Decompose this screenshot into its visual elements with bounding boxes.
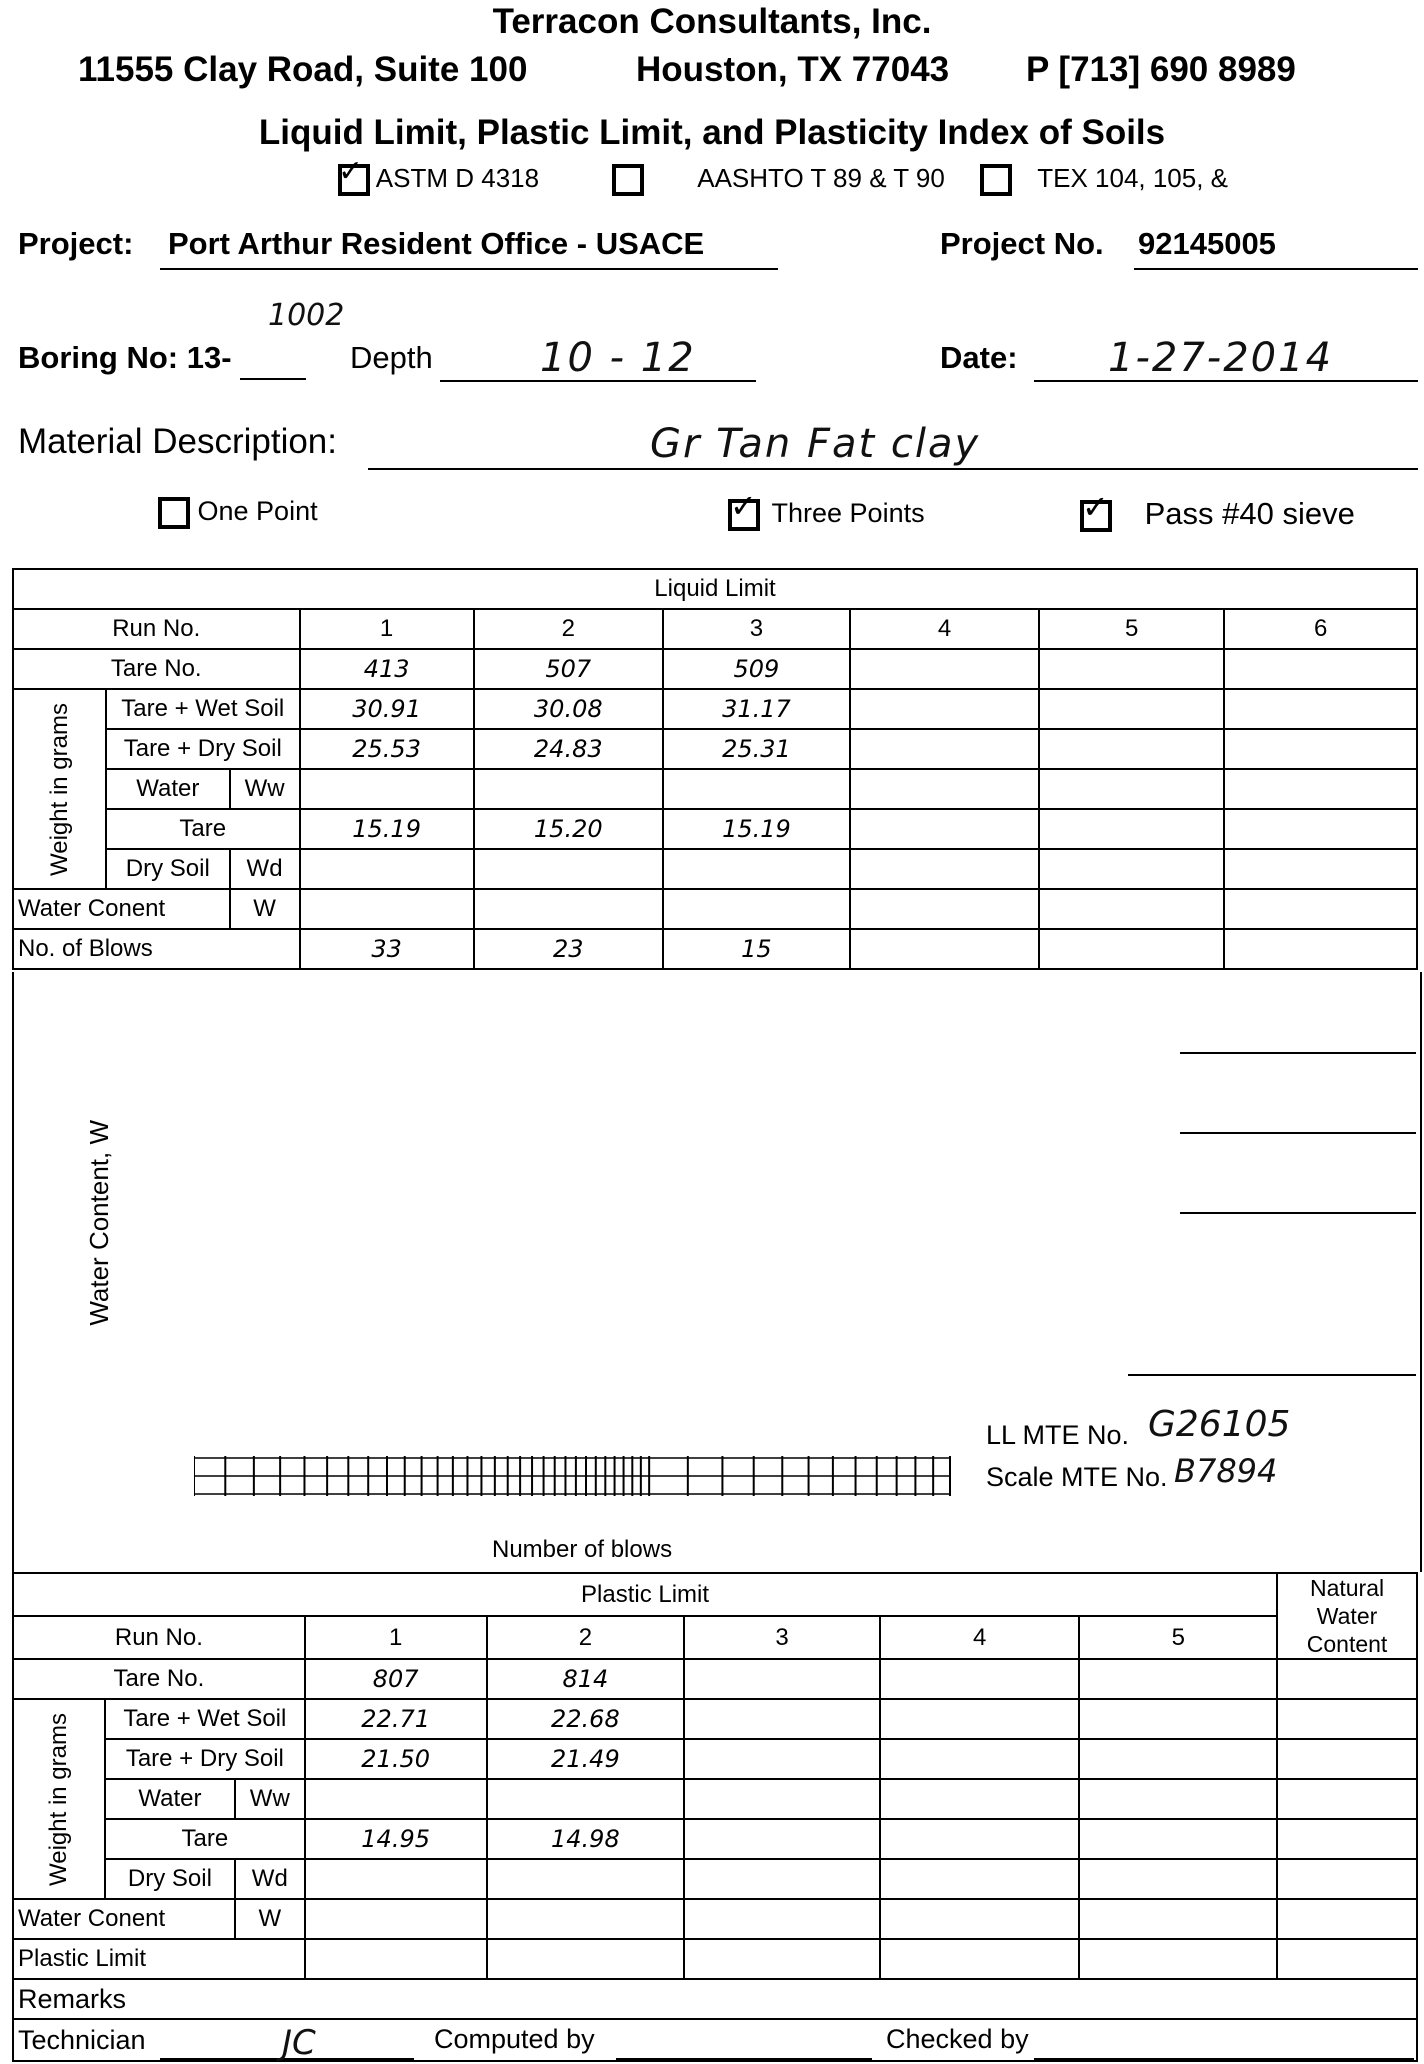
project-label: Project: [18,226,134,261]
pl-dry-cell[interactable] [880,1739,1080,1779]
pl-pl-cell[interactable] [305,1939,487,1979]
ll-tare-cell[interactable]: 15.19 [300,809,474,849]
ll-dry-cell[interactable]: 25.31 [663,729,850,769]
technician-label: Technician [18,2024,146,2055]
date-field[interactable]: 1-27-2014 [1034,336,1418,382]
checked-field[interactable] [1034,2028,1414,2060]
ll-blows-label: No. of Blows [13,929,300,969]
ll-wc-cell[interactable] [1039,889,1224,929]
pl-tare-label: Tare [105,1819,305,1859]
project-no-label: Project No. [940,226,1104,261]
ll-drysoil-cell[interactable] [850,849,1039,889]
ll-wc-cell[interactable] [850,889,1039,929]
ll-ww-label: Ww [230,769,300,809]
checkbox-checked-icon: ✓ [728,499,760,531]
nwc-cell[interactable] [1277,1699,1417,1739]
pl-pl-cell[interactable] [1079,1939,1277,1979]
ll-run: 4 [850,609,1039,649]
nwc-cell[interactable] [1277,1899,1417,1939]
ll-drysoil-cell[interactable] [300,849,474,889]
option-sieve[interactable]: ✓ Pass #40 sieve [1082,488,1355,531]
ll-tare-no-label: Tare No. [13,649,300,689]
pl-run: 1 [305,1616,487,1659]
ll-tare-cell[interactable] [1039,809,1224,849]
chart-ylabel: Water Content, W [84,1120,114,1326]
pl-water-cell[interactable] [305,1779,487,1819]
ll-dry-cell[interactable] [1039,729,1224,769]
ll-drysoil-cell[interactable] [663,849,850,889]
form-title: Liquid Limit, Plastic Limit, and Plasticity Index of Soils [258,113,1166,152]
pl-tare-cell[interactable]: 14.98 [487,1819,685,1859]
pl-wc-cell[interactable] [880,1899,1080,1939]
standard-tex[interactable]: TEX 104, 105, & [980,163,1228,196]
ll-wet-label: Tare + Wet Soil [106,689,299,729]
ll-tare-label: Tare [106,809,299,849]
plastic-limit-table [12,1572,1418,2062]
checkbox-icon [980,164,1012,196]
pl-drysoil-cell[interactable] [880,1859,1080,1899]
ll-blows-cell[interactable] [850,929,1039,969]
pl-drysoil-cell[interactable] [684,1859,880,1899]
ll-wet-cell[interactable]: 31.17 [663,689,850,729]
pl-tare-no-cell[interactable] [684,1659,880,1699]
ll-mte-label: LL MTE No. [986,1420,1130,1450]
checked-label: Checked by [886,2024,1029,2054]
ll-water-label: Water [106,769,230,809]
ll-wet-cell[interactable] [1039,689,1224,729]
ll-water-cell[interactable] [300,769,474,809]
pl-wet-cell[interactable] [1079,1699,1277,1739]
ll-wc-label: Water Conent [13,889,230,929]
pl-w-label: W [235,1899,305,1939]
pl-wc-cell[interactable] [305,1899,487,1939]
pl-dry-cell[interactable] [684,1739,880,1779]
boring-label: Boring No: 13- [18,340,232,375]
ll-run: 6 [1224,609,1417,649]
pl-tare-cell[interactable] [684,1819,880,1859]
ll-tare-no-cell[interactable] [1039,649,1224,689]
pl-water-cell[interactable] [487,1779,685,1819]
checkbox-icon [158,497,190,529]
company-name: Terracon Consultants, Inc. [492,2,932,41]
result-line [1128,1374,1416,1376]
pl-dry-cell[interactable] [1079,1739,1277,1779]
result-line [1180,1052,1416,1054]
natural-water-content: Natural Water Content [1277,1573,1417,1659]
pl-tare-no-cell[interactable]: 814 [487,1659,685,1699]
boring-field[interactable] [240,340,306,380]
ll-drysoil-cell[interactable] [474,849,663,889]
project-no-field[interactable]: 92145005 [1134,222,1418,270]
ll-blows-cell[interactable]: 33 [300,929,474,969]
pl-tare-cell[interactable] [880,1819,1080,1859]
company-phone: P [713] 690 8989 [1026,50,1296,89]
ll-wet-cell[interactable]: 30.91 [300,689,474,729]
pl-water-cell[interactable] [684,1779,880,1819]
checkbox-checked-icon: ✓ [338,164,370,196]
liquid-limit-table [12,568,1418,970]
pl-ww-label: Ww [235,1779,305,1819]
standard-aashto[interactable]: AASHTO T 89 & T 90 [612,163,945,196]
ll-water-cell[interactable] [850,769,1039,809]
pl-water-cell[interactable] [1079,1779,1277,1819]
ll-run: 5 [1039,609,1224,649]
ll-wc-cell[interactable] [300,889,474,929]
ll-blows-cell[interactable]: 15 [663,929,850,969]
pl-tare-cell[interactable]: 14.95 [305,1819,487,1859]
ll-wc-cell[interactable] [1224,889,1417,929]
date-label: Date: [940,340,1018,375]
remarks-label: Remarks [13,1979,1417,2019]
pl-run-label: Run No. [13,1616,305,1659]
project-field[interactable]: Port Arthur Resident Office - USACE [160,222,778,270]
pl-pl-cell[interactable] [880,1939,1080,1979]
pl-tare-no-label: Tare No. [13,1659,305,1699]
nwc-cell[interactable] [1277,1779,1417,1819]
pl-dry-cell[interactable]: 21.50 [305,1739,487,1779]
company-city: Houston, TX 77043 [636,50,950,89]
option-one-point[interactable]: One Point [158,496,318,529]
ll-tare-cell[interactable] [1224,809,1417,849]
ll-title: Liquid Limit [13,569,1417,609]
ll-wd-label: Wd [230,849,300,889]
result-line [1180,1132,1416,1134]
pl-tare-no-cell[interactable]: 807 [305,1659,487,1699]
ll-wc-cell[interactable] [663,889,850,929]
ll-blows-cell[interactable] [1039,929,1224,969]
nwc-cell[interactable] [1277,1819,1417,1859]
ll-dry-cell[interactable]: 25.53 [300,729,474,769]
technician-field[interactable]: JC [160,2028,414,2060]
material-label: Material Description: [18,422,337,461]
pl-tare-no-cell[interactable] [880,1659,1080,1699]
ll-run-label: Run No. [13,609,300,649]
ll-blows-cell[interactable]: 23 [474,929,663,969]
ll-water-cell[interactable] [1224,769,1417,809]
ll-tare-no-cell[interactable]: 509 [663,649,850,689]
computed-label: Computed by [434,2024,595,2054]
ll-mte-value: G26105 [1148,1404,1291,1445]
scale-mte-label: Scale MTE No. [986,1462,1168,1492]
pl-dry-label: Tare + Dry Soil [105,1739,305,1779]
computed-field[interactable] [616,2028,872,2060]
ll-tare-no-cell[interactable]: 507 [474,649,663,689]
ll-drysoil-cell[interactable] [1039,849,1224,889]
ll-water-cell[interactable] [474,769,663,809]
ll-run: 1 [300,609,474,649]
company-address: 11555 Clay Road, Suite 100 [78,50,528,89]
pl-run: 5 [1079,1616,1277,1659]
blows-log-axis [194,1456,952,1496]
ll-wc-cell[interactable] [474,889,663,929]
pl-wc-cell[interactable] [1079,1899,1277,1939]
ll-w-label: W [230,889,300,929]
ll-tare-no-cell[interactable]: 413 [300,649,474,689]
pl-wet-label: Tare + Wet Soil [105,1699,305,1739]
ll-drysoil-label: Dry Soil [106,849,230,889]
pl-wc-label: Water Conent [13,1899,235,1939]
ll-tare-no-cell[interactable] [850,649,1039,689]
ll-dry-cell[interactable] [850,729,1039,769]
pl-drysoil-cell[interactable] [1079,1859,1277,1899]
pl-run: 4 [880,1616,1080,1659]
pl-drysoil-cell[interactable] [487,1859,685,1899]
ll-wet-cell[interactable] [1224,689,1417,729]
pl-title: Plastic Limit [13,1573,1277,1616]
pl-weight-label: Weight in grams [13,1699,105,1899]
ll-tare-cell[interactable] [850,809,1039,849]
ll-dry-label: Tare + Dry Soil [106,729,299,769]
ll-dry-cell[interactable] [1224,729,1417,769]
ll-tare-cell[interactable]: 15.19 [663,809,850,849]
pl-wet-cell[interactable] [684,1699,880,1739]
standard-astm[interactable]: ✓ ASTM D 4318 [338,163,539,196]
pl-wd-label: Wd [235,1859,305,1899]
pl-wet-cell[interactable]: 22.68 [487,1699,685,1739]
nwc-cell[interactable] [1277,1659,1417,1699]
pl-wc-cell[interactable] [487,1899,685,1939]
ll-dry-cell[interactable]: 24.83 [474,729,663,769]
ll-run: 2 [474,609,663,649]
scale-mte-value: B7894 [1174,1452,1278,1490]
pl-wet-cell[interactable]: 22.71 [305,1699,487,1739]
ll-tare-no-cell[interactable] [1224,649,1417,689]
ll-water-cell[interactable] [1039,769,1224,809]
result-line [1180,1212,1416,1214]
depth-label: Depth [350,340,433,375]
ll-drysoil-cell[interactable] [1224,849,1417,889]
ll-run: 3 [663,609,850,649]
pl-run: 3 [684,1616,880,1659]
pl-pl-cell[interactable] [487,1939,685,1979]
ll-blows-cell[interactable] [1224,929,1417,969]
pl-drysoil-label: Dry Soil [105,1859,235,1899]
nwc-cell[interactable] [1277,1939,1417,1979]
pl-tare-no-cell[interactable] [1079,1659,1277,1699]
nwc-cell[interactable] [1277,1739,1417,1779]
ll-water-cell[interactable] [663,769,850,809]
pl-water-label: Water [105,1779,235,1819]
pl-run: 2 [487,1616,685,1659]
ll-wet-cell[interactable] [850,689,1039,729]
option-three-points[interactable]: ✓ Three Points [728,498,925,531]
ll-weight-label: Weight in grams [13,689,106,889]
pl-drysoil-cell[interactable] [305,1859,487,1899]
pl-pl-label: Plastic Limit [13,1939,305,1979]
depth-field[interactable]: 10 - 12 [440,336,756,382]
ll-tare-cell[interactable]: 15.20 [474,809,663,849]
pl-dry-cell[interactable]: 21.49 [487,1739,685,1779]
ll-wet-cell[interactable]: 30.08 [474,689,663,729]
chart-xlabel: Number of blows [492,1536,673,1563]
pl-pl-cell[interactable] [684,1939,880,1979]
checkbox-icon [612,164,644,196]
nwc-cell[interactable] [1277,1859,1417,1899]
checkbox-checked-icon: ✓ [1080,500,1112,532]
material-field[interactable]: Gr Tan Fat clay [368,424,1418,470]
pl-wc-cell[interactable] [684,1899,880,1939]
boring-value: 1002 [268,298,345,333]
pl-water-cell[interactable] [880,1779,1080,1819]
pl-tare-cell[interactable] [1079,1819,1277,1859]
pl-wet-cell[interactable] [880,1699,1080,1739]
